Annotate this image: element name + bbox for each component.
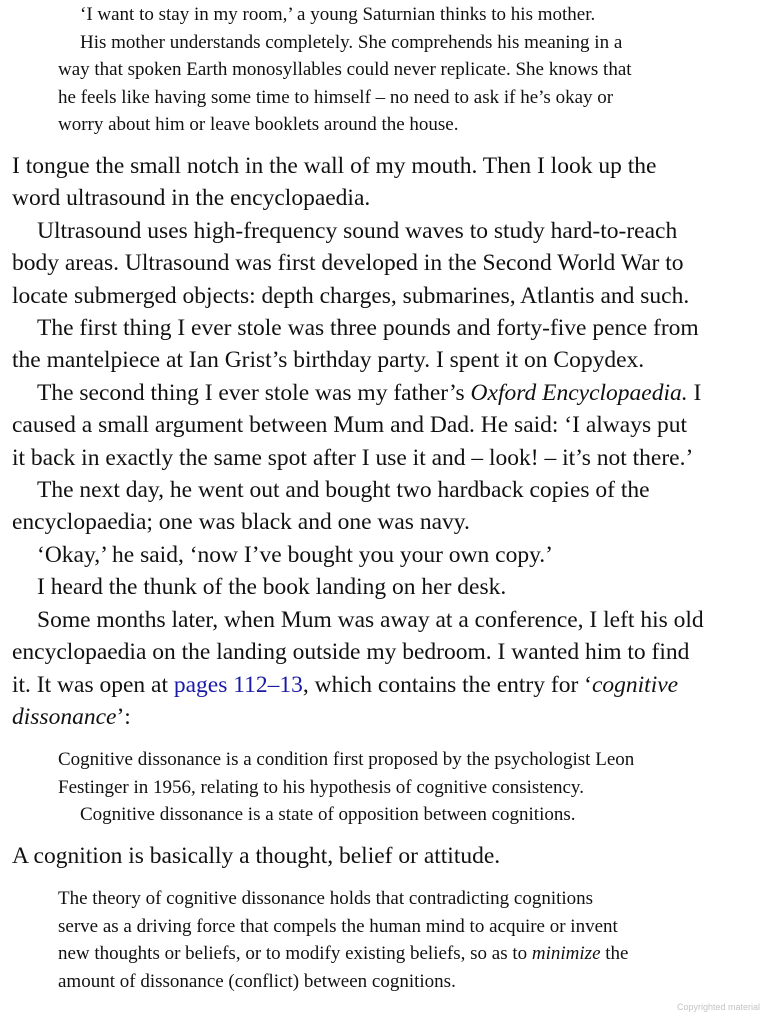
quote-paragraph: Cognitive dissonance is a state of opposition between cognitions. xyxy=(80,804,576,826)
book-title: Oxford Encyclopaedia. xyxy=(470,379,688,406)
entry-term: cognitive dissonance xyxy=(12,671,679,730)
block-quote-theory xyxy=(58,885,748,995)
text-run: Some months later, when Mum was away at a conference, I left his old encyclopaedia on the landing outside my bedroom. I wanted him to find it. It was open at xyxy=(12,606,704,698)
text-run: ’: xyxy=(116,703,131,730)
body-paragraph: I tongue the small notch in the wall of my mouth. Then I look up the word ultrasound in the encyclopaedia. xyxy=(12,153,657,212)
body-paragraph: Ultrasound uses high-frequency sound waves to study hard-to-reach body areas. Ultrasound was first developed in the Second World War to locate submerged objects: depth charges, submarines, Atlantis and such. xyxy=(12,217,690,309)
text-run: I caused a small argument between Mum and Dad. He said: ‘I always put it back in exactly the same spot after I use it and – look! – it’s not there.’ xyxy=(12,379,702,471)
block-quote-definition xyxy=(58,746,748,829)
emphasis: minimize xyxy=(531,943,601,965)
text-run: The second thing I ever stole was my father’s xyxy=(37,379,471,406)
body-text-main xyxy=(12,150,762,733)
body-text-cognition xyxy=(12,840,762,872)
quote-paragraph: Cognitive dissonance is a condition first proposed by the psychologist Leon Festinger in 1956, relating to his hypothesis of cognitive consistency. xyxy=(58,749,635,798)
page-reference-link[interactable]: pages 112–13 xyxy=(173,671,303,698)
copyright-watermark: Copyrighted material xyxy=(676,1002,760,1012)
body-paragraph: I heard the thunk of the book landing on her desk. xyxy=(37,574,507,601)
body-paragraph xyxy=(12,604,762,734)
body-paragraph: The first thing I ever stole was three pounds and forty-five pence from the mantelpiece at Ian Grist’s birthday party. I spent it on Copydex. xyxy=(12,315,699,374)
body-paragraph: The next day, he went out and bought two hardback copies of the encyclopaedia; one was black and one was navy. xyxy=(12,477,650,536)
text-run: , which contains the entry for ‘ xyxy=(302,671,592,698)
body-paragraph xyxy=(12,377,762,474)
quote-paragraph: ‘I want to stay in my room,’ a young Saturnian thinks to his mother. xyxy=(80,4,596,25)
body-paragraph: ‘Okay,’ he said, ‘now I’ve bought you your own copy.’ xyxy=(37,541,554,568)
quote-paragraph xyxy=(58,885,748,995)
text-run: The theory of cognitive dissonance holds that contradicting cognitions serve as a driving force that compels the human mind to acquire or invent new thoughts or beliefs, or to modify existing beliefs, so as to xyxy=(58,888,618,965)
block-quote-saturnian xyxy=(58,1,748,139)
text-run: the amount of dissonance (conflict) between cognitions. xyxy=(58,943,629,992)
quote-paragraph: His mother understands completely. She comprehends his meaning in a way that spoken Earth monosyllables could never replicate. She knows that he feels like having some time to himself – no need to ask if he’s okay or worry about him or leave booklets around the house. xyxy=(58,31,632,136)
body-paragraph: A cognition is basically a thought, belief or attitude. xyxy=(12,843,501,869)
